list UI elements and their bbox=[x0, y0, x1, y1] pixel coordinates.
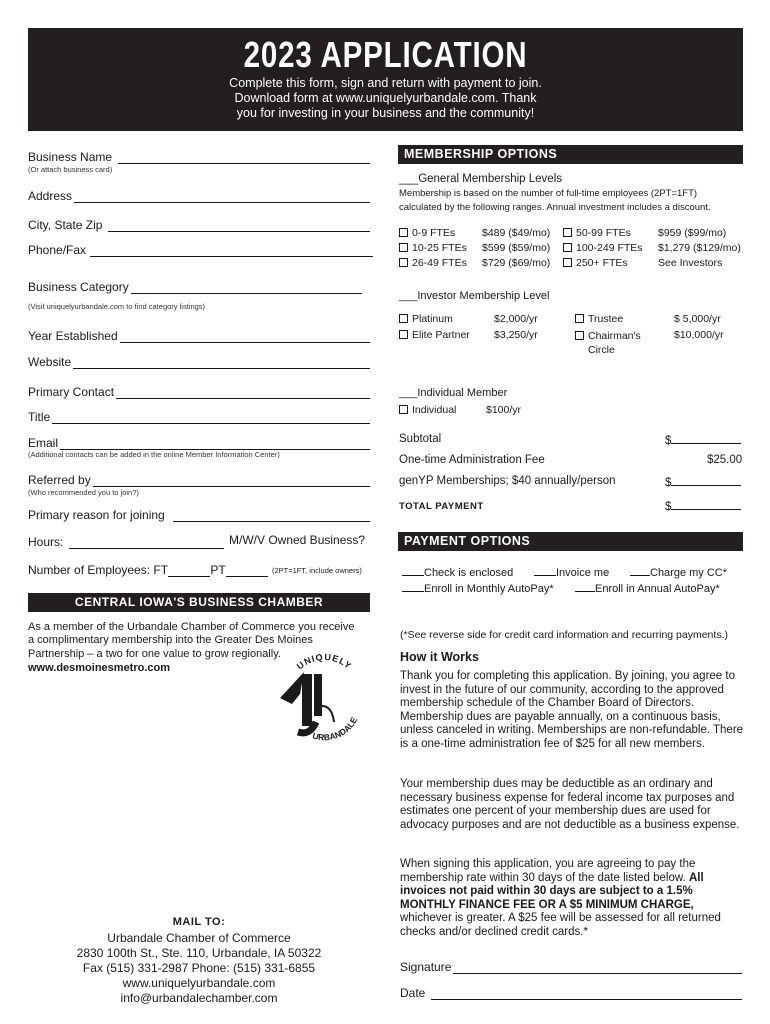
phone-fax-field[interactable] bbox=[28, 243, 373, 257]
invoice-me-option[interactable] bbox=[534, 567, 609, 579]
individual-price: $100/yr bbox=[486, 404, 522, 416]
city-state-zip-field[interactable] bbox=[28, 218, 370, 232]
employees-ft-field[interactable] bbox=[28, 563, 268, 577]
subtotal-field[interactable] bbox=[665, 433, 741, 447]
platinum-price: $2,000/yr bbox=[494, 313, 538, 325]
referred-label: Referred by bbox=[28, 473, 91, 487]
primary-contact-field[interactable] bbox=[28, 385, 370, 399]
tier-price: $729 ($69/mo) bbox=[482, 257, 551, 269]
membership-options-bar: MEMBERSHIP OPTIONS bbox=[398, 145, 743, 164]
email-field[interactable] bbox=[28, 436, 370, 450]
how-paragraph-2: Your membership dues may be deductible as an ordinary and necessary business expense for federal income tax purposes and estimates one percent of your membership dues are used for advocacy purposes and are not deductible as a business expense. bbox=[400, 778, 740, 831]
dollar-sign: $ bbox=[665, 501, 672, 513]
central-iowa-bar: CENTRAL IOWA'S BUSINESS CHAMBER bbox=[28, 593, 370, 612]
p3-finance-fee: All invoices not paid within 30 days are subject to a 1.5% MONTHLY FINANCE FEE OR A $5 MINIMUM CHARGE, bbox=[400, 871, 704, 911]
title-label: Title bbox=[28, 410, 51, 424]
central-text-1: As a member of the Urbandale Chamber of Commerce you receive bbox=[28, 621, 355, 633]
general-label: General Membership Levels bbox=[418, 173, 563, 185]
investor-label: Investor Membership Level bbox=[417, 290, 550, 302]
mail-to-heading: MAIL TO: bbox=[172, 916, 226, 928]
contact-label: Primary Contact bbox=[28, 385, 115, 399]
tier-label: 100-249 FTEs bbox=[576, 242, 643, 254]
charge-cc-option[interactable] bbox=[630, 567, 727, 579]
header-line-2: Download form at www.uniquelyurbandale.com. Thank bbox=[234, 91, 537, 105]
reason-label: Primary reason for joining bbox=[28, 508, 165, 522]
mail-line-3: Fax (515) 331-2987 Phone: (515) 331-6855 bbox=[82, 961, 316, 975]
investor-blank: ___ bbox=[399, 290, 418, 302]
p3-outro: whichever is greater. A $25 fee will be assessed for all returned checks and/or declined credit cards.* bbox=[400, 912, 721, 938]
chairman-price: $10,000/yr bbox=[674, 329, 724, 341]
general-levels-heading[interactable] bbox=[399, 173, 562, 185]
business-name-label: Business Name bbox=[28, 150, 113, 164]
invoice-label: Invoice me bbox=[556, 567, 610, 579]
admin-fee-value: $25.00 bbox=[707, 454, 743, 466]
admin-fee-label: One-time Administration Fee bbox=[399, 454, 545, 466]
central-text-3: Partnership – a two for one value to grow regionally. bbox=[28, 648, 281, 660]
chairman-label-2: Circle bbox=[588, 344, 615, 356]
platinum-checkbox[interactable] bbox=[399, 313, 453, 325]
tier-checkbox-10-25[interactable] bbox=[399, 242, 467, 254]
desmoines-link[interactable]: www.desmoinesmetro.com bbox=[28, 662, 171, 674]
platinum-label: Platinum bbox=[412, 313, 453, 325]
general-desc-1: Membership is based on the number of full-time employees (2PT=1FT) bbox=[399, 188, 698, 199]
payment-options-bar: PAYMENT OPTIONS bbox=[398, 532, 743, 551]
header-line-1: Complete this form, sign and return with payment to join. bbox=[229, 76, 542, 90]
uniquely-urbandale-logo bbox=[270, 650, 370, 745]
header-banner bbox=[28, 28, 743, 131]
tier-label: 26-49 FTEs bbox=[412, 257, 467, 269]
payment-note: (*See reverse side for credit card information and recurring payments.) bbox=[400, 629, 728, 641]
check-label: Check is enclosed bbox=[424, 567, 514, 579]
p3-intro: When signing this application, you are agreeing to pay the membership rate within 30 days of the date listed below. bbox=[400, 858, 696, 884]
how-paragraph-3 bbox=[400, 858, 745, 940]
tier-label: 50-99 FTEs bbox=[576, 227, 631, 239]
elite-label: Elite Partner bbox=[412, 329, 470, 341]
annual-autopay-option[interactable] bbox=[575, 583, 720, 595]
tier-checkbox-100-249[interactable] bbox=[563, 242, 643, 254]
business-category-field[interactable] bbox=[28, 280, 362, 294]
general-desc-2: calculated by the following ranges. Annual investment includes a discount. bbox=[399, 202, 711, 213]
tier-checkbox-0-9[interactable] bbox=[399, 227, 455, 239]
trustee-checkbox[interactable] bbox=[575, 313, 623, 325]
primary-reason-field[interactable] bbox=[28, 508, 370, 522]
genyp-label: genYP Memberships; $40 annually/person bbox=[399, 475, 616, 487]
referred-by-field[interactable] bbox=[28, 473, 370, 487]
signature-label: Signature bbox=[400, 960, 452, 974]
tier-price: $959 ($99/mo) bbox=[658, 227, 727, 239]
title-field[interactable] bbox=[28, 410, 370, 424]
website-field[interactable] bbox=[28, 355, 370, 369]
hours-field[interactable] bbox=[28, 535, 224, 549]
pt-note: (2PT=1FT, include owners) bbox=[272, 566, 362, 575]
mwv-owned-label: M/W/V Owned Business? bbox=[229, 533, 366, 547]
monthly-autopay-option[interactable] bbox=[402, 583, 554, 595]
charge-label: Charge my CC* bbox=[650, 567, 728, 579]
investor-heading[interactable] bbox=[399, 290, 549, 302]
hours-label: Hours: bbox=[28, 535, 64, 549]
tier-checkbox-50-99[interactable] bbox=[563, 227, 631, 239]
city-label: City, State Zip bbox=[28, 218, 103, 232]
dollar-sign: $ bbox=[665, 477, 672, 489]
tier-label: 0-9 FTEs bbox=[412, 227, 456, 239]
subtotal-label: Subtotal bbox=[399, 433, 442, 445]
page-title: 2023 APPLICATION bbox=[243, 34, 528, 75]
chairman-label: Chairman's bbox=[588, 330, 641, 342]
individual-checkbox[interactable] bbox=[399, 404, 456, 416]
chairmans-circle-checkbox[interactable] bbox=[575, 330, 641, 342]
tier-price: $599 ($59/mo) bbox=[482, 242, 551, 254]
year-established-field[interactable] bbox=[28, 329, 370, 343]
genyp-field[interactable] bbox=[665, 475, 741, 489]
general-blank: ___ bbox=[399, 173, 419, 185]
how-paragraph-1: Thank you for completing this application. By joining, you agree to invest in the future of our community, according to the approved membership schedule of the Chamber Board of Directors. Membership dues are payable annually, on a continuous basis, unless canceled in writing. Memberships are non-refundable. There is a one-time administration fee of $25 for all new members. bbox=[400, 670, 744, 750]
employees-label: Number of Employees: FT bbox=[28, 563, 169, 577]
individual-blank: ___ bbox=[399, 387, 418, 399]
elite-price: $3,250/yr bbox=[494, 329, 538, 341]
tier-price: $1,279 ($129/mo) bbox=[658, 242, 741, 254]
elite-partner-checkbox[interactable] bbox=[399, 329, 470, 341]
pt-label: PT bbox=[210, 563, 226, 577]
year-label: Year Established bbox=[28, 329, 118, 343]
category-label: Business Category bbox=[28, 280, 129, 294]
trustee-price: $ 5,000/yr bbox=[674, 313, 721, 325]
logo-text-bottom: URBANDALE bbox=[311, 715, 360, 743]
how-it-works-heading: How it Works bbox=[400, 650, 479, 664]
tier-label: 250+ FTEs bbox=[576, 257, 628, 269]
total-payment-field[interactable] bbox=[665, 499, 741, 513]
central-text-2: a complimentary membership into the Greater Des Moines bbox=[28, 634, 313, 646]
trustee-label: Trustee bbox=[588, 313, 624, 325]
tier-price: $489 ($49/mo) bbox=[482, 227, 551, 239]
mail-line-4[interactable]: www.uniquelyurbandale.com bbox=[122, 976, 276, 990]
date-label: Date bbox=[400, 986, 426, 1000]
email-label: Email bbox=[28, 436, 59, 450]
logo-text-top: UNIQUELY bbox=[294, 651, 354, 672]
total-payment-label: TOTAL PAYMENT bbox=[399, 501, 484, 512]
category-hint: (Visit uniquelyurbandale.com to find category listings) bbox=[28, 302, 206, 311]
tier-price: See Investors bbox=[658, 257, 723, 269]
tier-label: 10-25 FTEs bbox=[412, 242, 467, 254]
header-line-3: you for investing in your business and the community! bbox=[236, 106, 535, 120]
email-hint: (Additional contacts can be added in the online Member Information Center) bbox=[28, 450, 280, 459]
individual-head-label: Individual Member bbox=[417, 387, 508, 399]
individual-label: Individual bbox=[412, 404, 457, 416]
phone-label: Phone/Fax bbox=[28, 243, 87, 257]
signature-field[interactable] bbox=[400, 960, 742, 974]
referred-hint: (Who recommended you to join?) bbox=[28, 488, 139, 497]
website-label: Website bbox=[28, 355, 72, 369]
mail-line-5[interactable]: info@urbandalechamber.com bbox=[120, 991, 278, 1005]
tier-checkbox-26-49[interactable] bbox=[399, 257, 467, 269]
mail-line-1: Urbandale Chamber of Commerce bbox=[107, 931, 291, 945]
business-name-hint: (Or attach business card) bbox=[28, 165, 113, 174]
annual-label: Enroll in Annual AutoPay* bbox=[595, 583, 720, 595]
date-field[interactable] bbox=[400, 986, 742, 1000]
address-field[interactable] bbox=[28, 189, 370, 203]
mail-line-2: 2830 100th St., Ste. 110, Urbandale, IA 50322 bbox=[76, 946, 322, 960]
monthly-label: Enroll in Monthly AutoPay* bbox=[424, 583, 554, 595]
logo-mark bbox=[280, 672, 334, 733]
business-name-field[interactable] bbox=[28, 150, 370, 164]
address-label: Address bbox=[28, 189, 73, 203]
check-enclosed-option[interactable] bbox=[402, 567, 513, 579]
dollar-sign: $ bbox=[665, 435, 672, 447]
individual-heading[interactable] bbox=[399, 387, 507, 399]
tier-checkbox-250plus[interactable] bbox=[563, 257, 628, 269]
